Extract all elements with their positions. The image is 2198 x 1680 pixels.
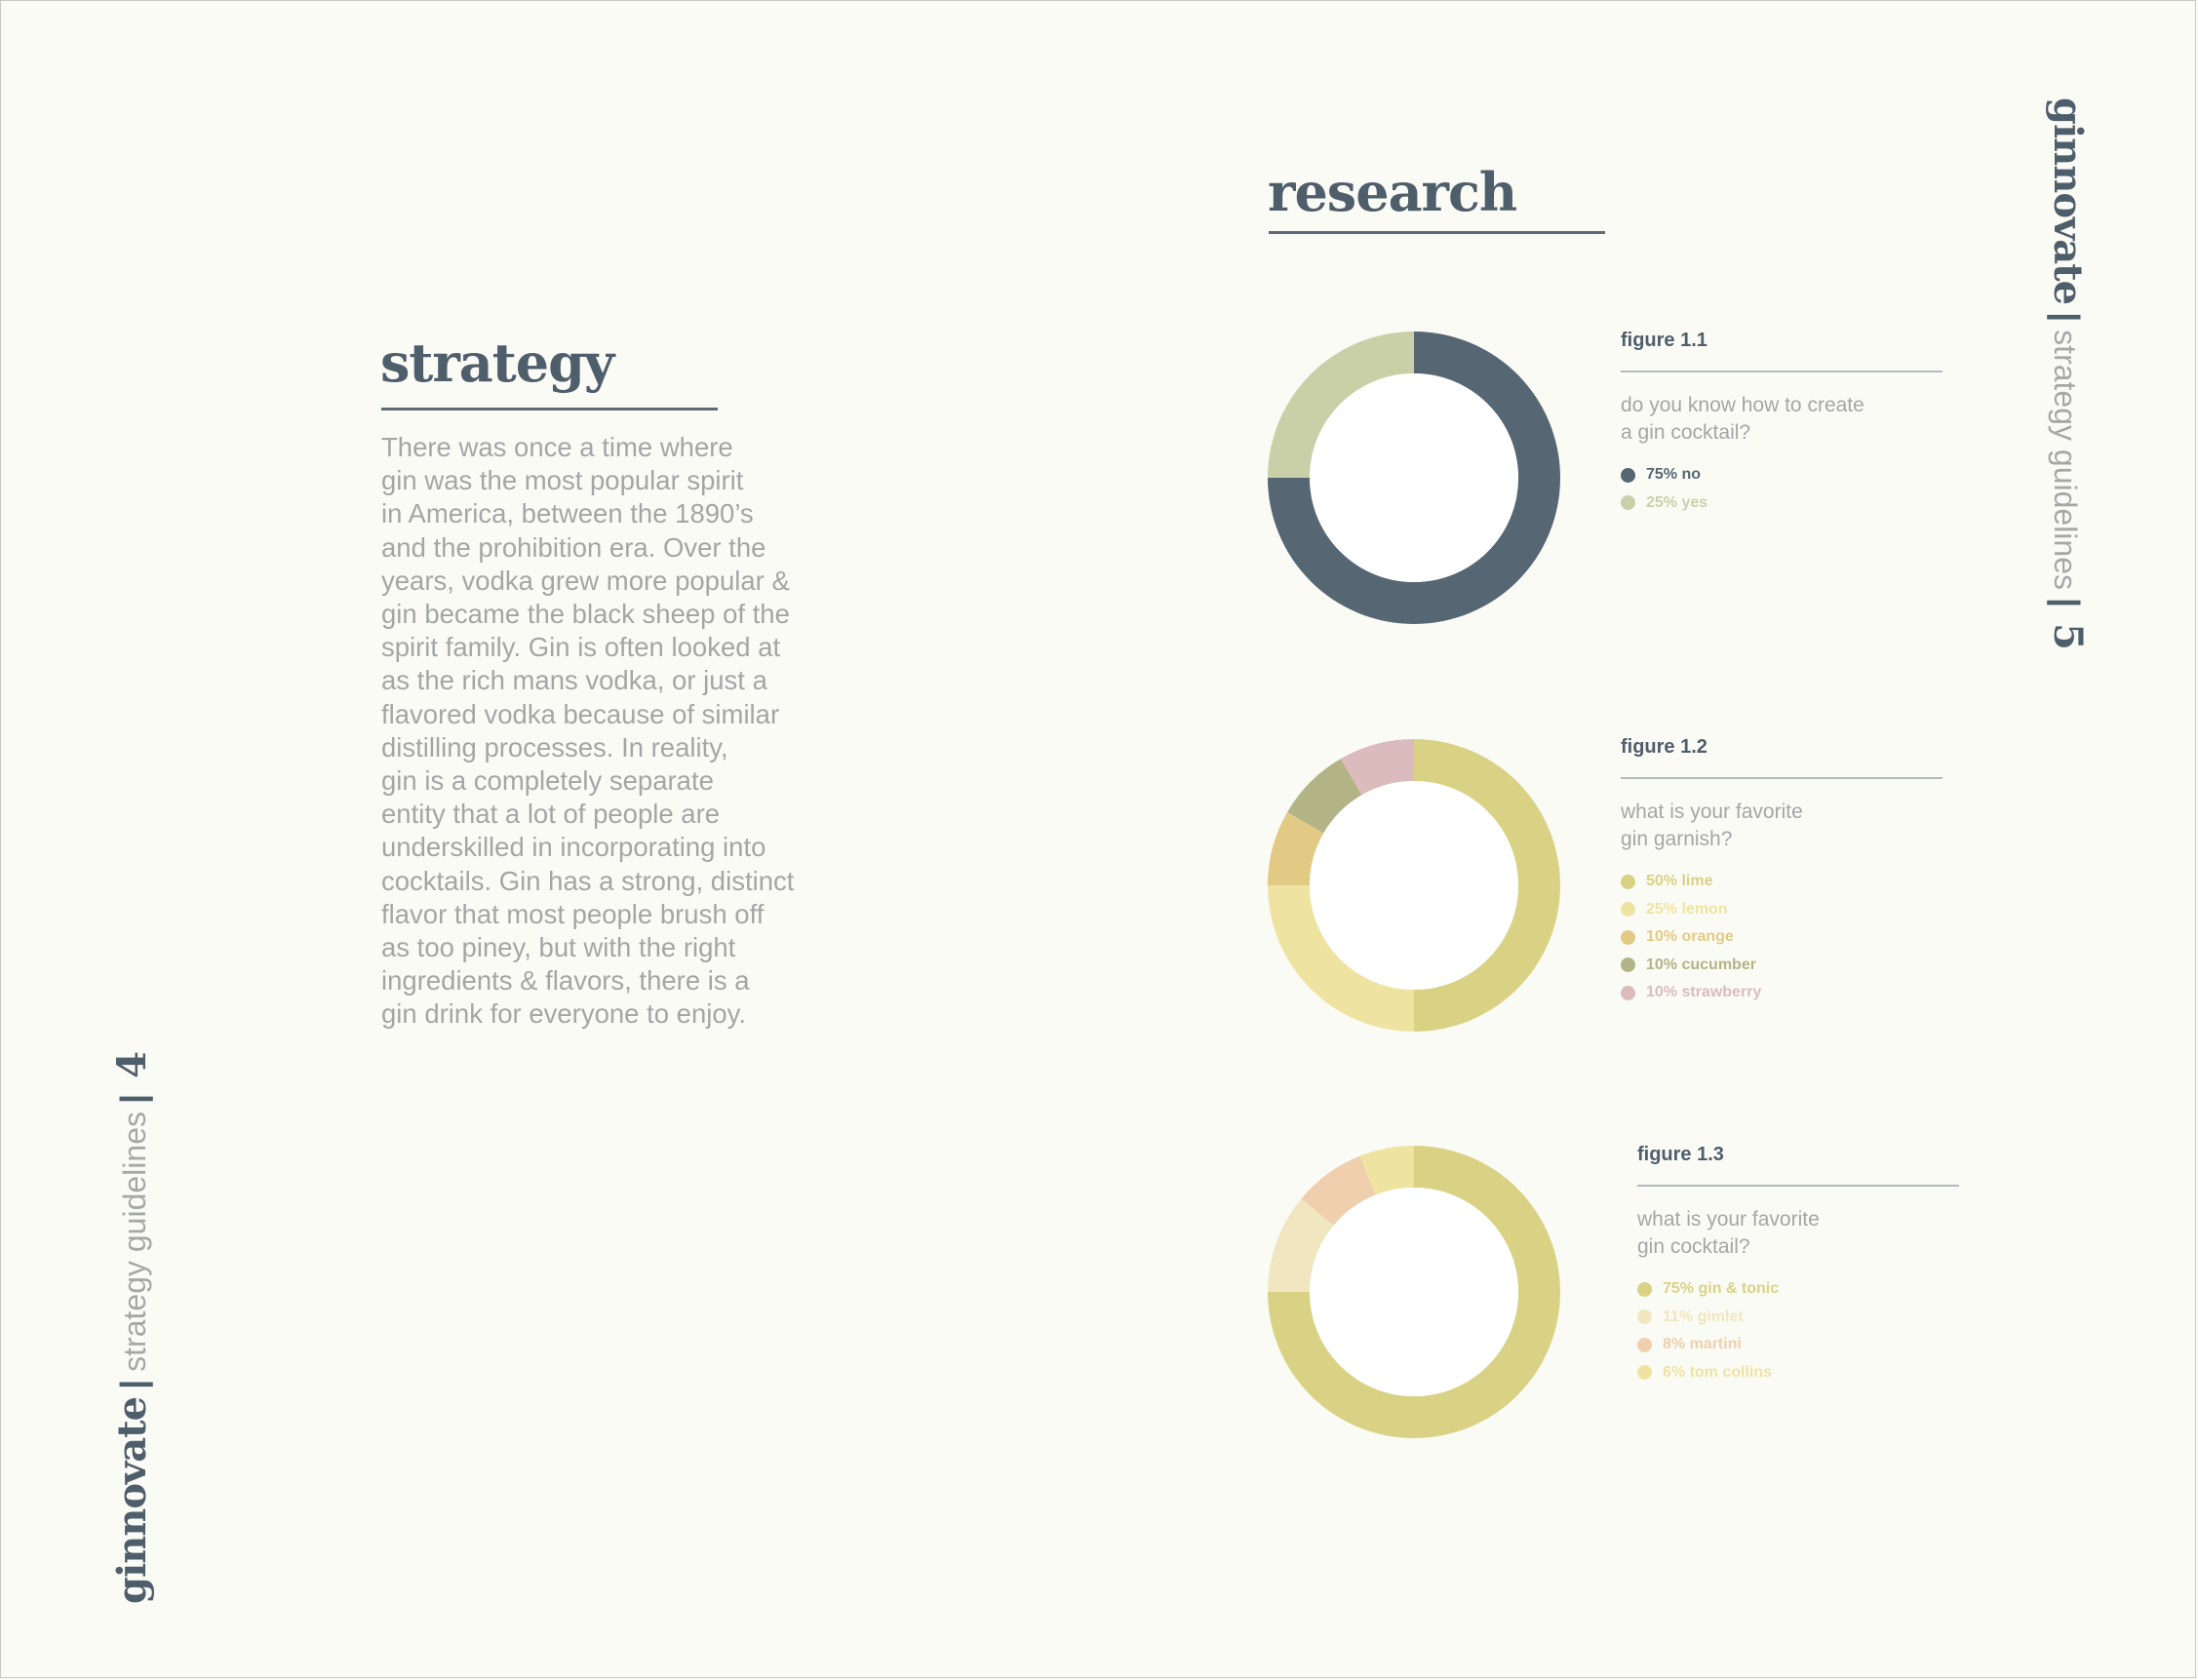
legend-label: 10% orange <box>1646 928 1734 946</box>
question-line: gin garnish? <box>1621 827 1733 850</box>
research-heading: research <box>1268 161 1517 223</box>
paragraph-line: gin drink for everyone to enjoy. <box>381 998 747 1030</box>
legend-item <box>1637 1359 1959 1387</box>
section-subtitle: strategy guidelines <box>117 1112 152 1372</box>
legend-label: 10% cucumber <box>1646 956 1756 973</box>
research-heading-rule <box>1269 231 1605 234</box>
donut-chart-figure-1-3 <box>1268 1146 1560 1438</box>
chart-legend <box>1621 868 1943 1007</box>
figure-question <box>1621 392 1933 446</box>
paragraph-line: years, vodka grew more popular & <box>381 565 790 596</box>
legend-item <box>1621 896 1943 924</box>
question-line: a gin cocktail? <box>1621 420 1751 444</box>
donut-hole <box>1310 781 1518 990</box>
legend-label: 6% tom collins <box>1663 1363 1773 1381</box>
label-divider: | <box>2047 598 2087 608</box>
figure-1-1-panel <box>1621 330 1943 517</box>
legend-swatch <box>1637 1282 1652 1297</box>
legend-swatch <box>1621 930 1635 945</box>
chart-legend <box>1621 461 1943 517</box>
question-line: what is your favorite <box>1637 1208 1820 1231</box>
legend-item <box>1637 1304 1959 1332</box>
strategy-heading-rule <box>381 408 718 410</box>
figure-1-3-panel <box>1637 1144 1959 1387</box>
legend-swatch <box>1637 1338 1652 1352</box>
brand-wordmark: ginnovate <box>109 1396 155 1604</box>
legend-label: 25% lemon <box>1646 900 1728 918</box>
legend-label: 10% strawberry <box>1646 984 1762 1001</box>
legend-swatch <box>1637 1309 1652 1324</box>
brand-wordmark: ginnovate <box>2045 98 2091 305</box>
figure-question <box>1637 1206 1949 1260</box>
strategy-paragraph <box>381 431 849 1032</box>
figure-question <box>1621 799 1933 852</box>
legend-label: 75% no <box>1646 466 1702 484</box>
page-number: 5 <box>2045 623 2091 650</box>
legend-item <box>1621 979 1943 1007</box>
legend-label: 25% yes <box>1646 493 1708 511</box>
legend-swatch <box>1621 468 1635 483</box>
paragraph-line: as the rich mans vodka, or just a <box>381 665 767 696</box>
legend-swatch <box>1621 957 1635 972</box>
label-divider: | <box>113 1093 153 1104</box>
paragraph-line: There was once a time where <box>381 432 733 462</box>
legend-item <box>1621 923 1943 952</box>
question-line: do you know how to create <box>1621 394 1864 416</box>
paragraph-line: flavor that most people brush off <box>381 898 765 929</box>
legend-swatch <box>1621 495 1635 510</box>
paragraph-line: gin became the black sheep of the <box>381 599 790 630</box>
legend-item <box>1621 461 1943 489</box>
paragraph-line: in America, between the 1890’s <box>381 498 754 529</box>
paragraph-line: distilling processes. In reality, <box>381 731 728 762</box>
donut-hole <box>1310 373 1518 582</box>
side-label-left <box>109 1051 155 1604</box>
paragraph-line: flavored vodka because of similar <box>381 698 780 729</box>
side-label-right <box>2045 98 2091 650</box>
legend-item <box>1637 1275 1959 1304</box>
legend-swatch <box>1621 986 1635 1000</box>
paragraph-line: as too piney, but with the right <box>381 932 736 963</box>
legend-swatch <box>1621 902 1635 917</box>
legend-label: 50% lime <box>1646 873 1713 890</box>
label-divider: | <box>113 1379 153 1389</box>
paragraph-line: ingredients & flavors, there is a <box>381 965 750 996</box>
legend-label: 75% gin & tonic <box>1663 1280 1780 1298</box>
figure-title: figure 1.3 <box>1637 1144 1724 1165</box>
paragraph-line: and the prohibition era. Over the <box>381 531 766 563</box>
chart-legend <box>1637 1275 1959 1387</box>
paragraph-line: spirit family. Gin is often looked at <box>381 632 781 663</box>
figure-rule <box>1621 371 1943 372</box>
figure-title: figure 1.2 <box>1621 736 1707 758</box>
legend-label: 11% gimlet <box>1663 1308 1744 1325</box>
paragraph-line: cocktails. Gin has a strong, distinct <box>381 865 795 896</box>
donut-chart-figure-1-1 <box>1268 332 1560 624</box>
legend-item <box>1621 489 1943 518</box>
legend-swatch <box>1621 875 1635 889</box>
figure-rule <box>1637 1185 1959 1187</box>
donut-chart-figure-1-2 <box>1268 739 1560 1032</box>
paragraph-line: entity that a lot of people are <box>381 799 721 830</box>
paragraph-line: underskilled in incorporating into <box>381 832 766 863</box>
legend-item <box>1637 1331 1959 1359</box>
figure-rule <box>1621 777 1943 779</box>
legend-item <box>1621 868 1943 896</box>
label-divider: | <box>2047 312 2087 323</box>
legend-item <box>1621 952 1943 980</box>
legend-label: 8% martini <box>1663 1336 1742 1353</box>
page-number: 4 <box>109 1051 155 1078</box>
legend-swatch <box>1637 1365 1652 1380</box>
strategy-heading: strategy <box>380 332 614 394</box>
section-subtitle: strategy guidelines <box>2048 330 2083 590</box>
donut-hole <box>1310 1188 1518 1396</box>
figure-title: figure 1.1 <box>1621 330 1707 351</box>
paragraph-line: gin is a completely separate <box>381 765 714 797</box>
paragraph-line: gin was the most popular spirit <box>381 465 744 496</box>
question-line: gin cocktail? <box>1637 1234 1750 1258</box>
question-line: what is your favorite <box>1621 801 1803 823</box>
figure-1-2-panel <box>1621 736 1943 1007</box>
